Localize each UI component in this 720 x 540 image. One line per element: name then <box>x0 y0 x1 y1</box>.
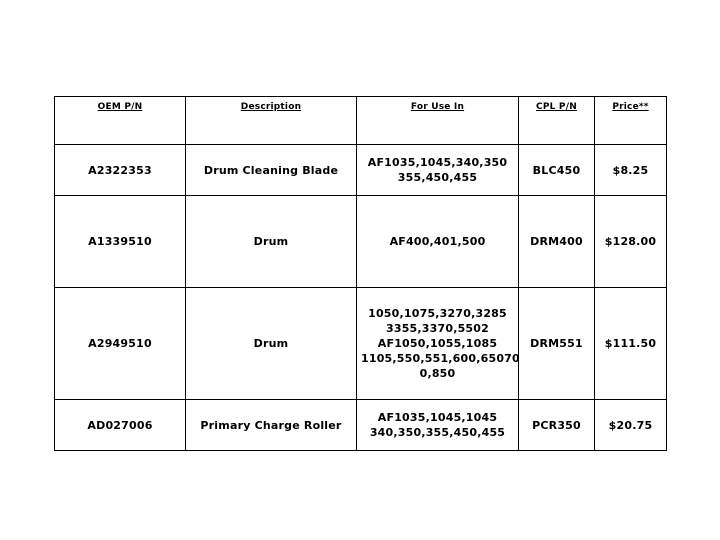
cell-for-use-in <box>357 400 519 451</box>
header-oem-pn: OEM P/N <box>55 97 186 145</box>
use-line: 1050,1075,3270,3285 <box>368 307 507 320</box>
use-line: 3355,3370,5502 <box>385 322 489 335</box>
table-row <box>55 196 667 288</box>
cell-price: $8.25 <box>595 145 667 196</box>
table-row <box>55 288 667 400</box>
cell-for-use-in <box>357 145 519 196</box>
cell-oem-pn: A2949510 <box>55 288 186 400</box>
use-line: AF1035,1045,340,350 <box>367 156 508 169</box>
cell-price: $111.50 <box>595 288 667 400</box>
header-for-use-in: For Use In <box>357 97 519 145</box>
header-row <box>55 97 667 145</box>
cell-for-use-in <box>357 288 519 400</box>
cell-oem-pn: A2322353 <box>55 145 186 196</box>
cell-oem-pn: AD027006 <box>55 400 186 451</box>
header-price: Price** <box>595 97 667 145</box>
cell-oem-pn: A1339510 <box>55 196 186 288</box>
cell-for-use-in <box>357 196 519 288</box>
use-line: AF400,401,500 <box>389 235 486 248</box>
cell-cpl-pn: DRM400 <box>519 196 595 288</box>
cell-cpl-pn: DRM551 <box>519 288 595 400</box>
use-line: AF1035,1045,1045 <box>377 411 498 424</box>
cell-cpl-pn: PCR350 <box>519 400 595 451</box>
use-line: 0,850 <box>419 367 456 380</box>
header-description: Description <box>186 97 357 145</box>
cell-description: Drum <box>186 196 357 288</box>
header-cpl-pn: CPL P/N <box>519 97 595 145</box>
use-line: AF1050,1055,1085 <box>377 337 498 350</box>
cell-price: $128.00 <box>595 196 667 288</box>
use-line: 340,350,355,450,455 <box>369 426 506 439</box>
use-line: 1105,550,551,600,65070 <box>361 352 520 365</box>
cell-cpl-pn: BLC450 <box>519 145 595 196</box>
use-line: 355,450,455 <box>397 171 478 184</box>
parts-table <box>54 96 667 451</box>
cell-description: Primary Charge Roller <box>186 400 357 451</box>
cell-description: Drum Cleaning Blade <box>186 145 357 196</box>
cell-price: $20.75 <box>595 400 667 451</box>
table-row <box>55 145 667 196</box>
table-row <box>55 400 667 451</box>
cell-description: Drum <box>186 288 357 400</box>
